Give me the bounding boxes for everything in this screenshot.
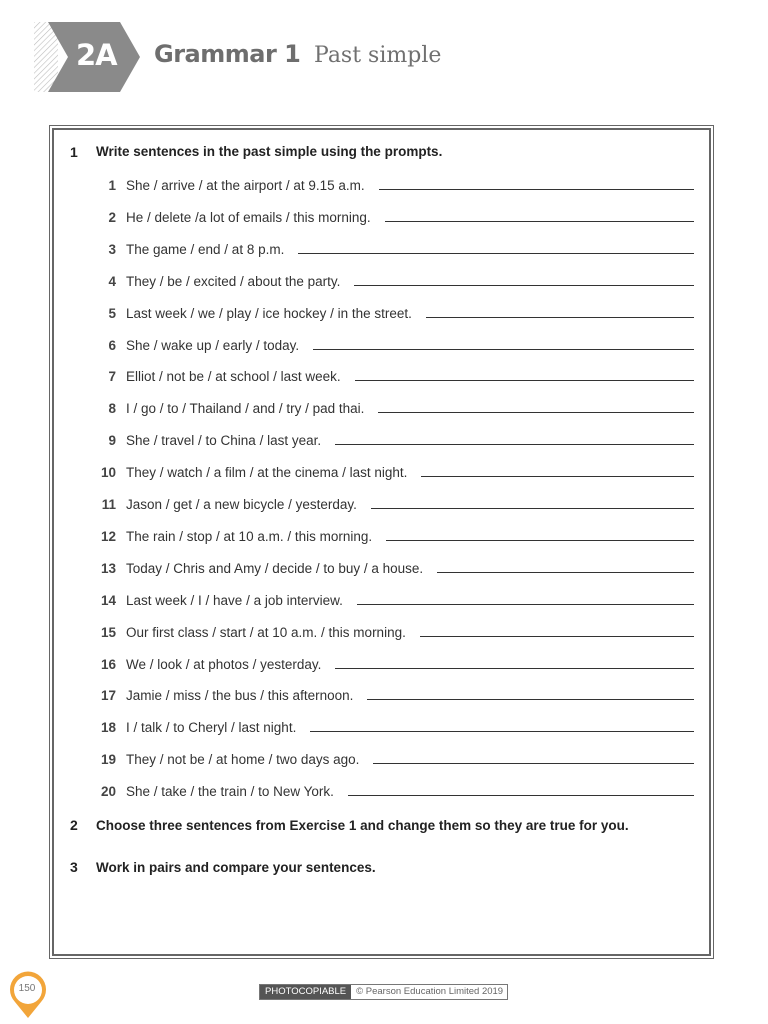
prompt-number: 3 (108, 242, 116, 257)
answer-line[interactable] (367, 698, 694, 700)
prompt-item (92, 205, 694, 225)
prompt-text: The rain / stop / at 10 a.m. / this morning. (126, 529, 373, 544)
prompt-item (92, 715, 694, 735)
prompt-text: Jason / get / a new bicycle / yesterday. (126, 497, 357, 512)
prompt-item (92, 428, 694, 448)
page-number: 150 (18, 983, 36, 994)
answer-line[interactable] (421, 475, 694, 477)
prompt-number: 14 (100, 593, 116, 608)
exercise-3-number: 3 (70, 859, 78, 875)
exercise-3-instruction: Work in pairs and compare your sentences. (96, 860, 376, 875)
prompt-text: They / not be / at home / two days ago. (126, 752, 360, 767)
photocopiable-label: PHOTOCOPIABLE (260, 985, 351, 999)
answer-line[interactable] (385, 220, 694, 222)
prompt-number: 8 (108, 401, 116, 416)
prompt-text: She / take / the train / to New York. (126, 784, 334, 799)
prompt-item (92, 333, 694, 353)
prompt-item (92, 683, 694, 703)
prompt-number: 6 (108, 338, 116, 353)
answer-line[interactable] (386, 539, 694, 541)
answer-line[interactable] (357, 603, 694, 605)
answer-line[interactable] (335, 667, 694, 669)
answer-line[interactable] (348, 794, 694, 796)
answer-line[interactable] (354, 284, 694, 286)
prompt-item (92, 460, 694, 480)
prompt-number: 19 (100, 752, 116, 767)
answer-line[interactable] (379, 188, 694, 190)
prompt-item (92, 269, 694, 289)
prompt-text: Last week / we / play / ice hockey / in the street. (126, 306, 412, 321)
prompt-item (92, 588, 694, 608)
prompt-number: 5 (108, 306, 116, 321)
answer-line[interactable] (437, 571, 694, 573)
prompt-text: Last week / I / have / a job interview. (126, 593, 343, 608)
prompt-item (92, 747, 694, 767)
prompt-text: They / watch / a film / at the cinema / last night. (126, 465, 408, 480)
prompt-number: 17 (100, 688, 116, 703)
exercise-1-instruction: Write sentences in the past simple using the prompts. (96, 144, 443, 159)
answer-line[interactable] (378, 411, 694, 413)
prompt-text: She / travel / to China / last year. (126, 433, 322, 448)
prompt-item (92, 301, 694, 321)
prompt-item (92, 556, 694, 576)
exercise-2-number: 2 (70, 817, 78, 833)
prompt-number: 15 (100, 625, 116, 640)
prompt-text: Jamie / miss / the bus / this afternoon. (126, 688, 354, 703)
prompt-number: 4 (108, 274, 116, 289)
prompt-number: 12 (100, 529, 116, 544)
footer-copyright-bar (259, 984, 508, 1000)
unit-badge (34, 22, 140, 92)
prompt-item (92, 396, 694, 416)
exercise-2-instruction: Choose three sentences from Exercise 1 and change them so they are true for you. (96, 818, 629, 833)
prompt-text: Elliot / not be / at school / last week. (126, 369, 341, 384)
copyright-notice: © Pearson Education Limited 2019 (356, 986, 504, 997)
prompt-number: 18 (100, 720, 116, 735)
unit-code: 2A (76, 38, 117, 72)
sheet-title: Grammar 1 (154, 40, 301, 68)
prompt-text: She / arrive / at the airport / at 9.15 a.m. (126, 178, 365, 193)
prompt-text: I / go / to / Thailand / and / try / pad thai. (126, 401, 365, 416)
prompt-number: 9 (108, 433, 116, 448)
prompt-item (92, 364, 694, 384)
sheet-subtitle: Past simple (314, 43, 442, 68)
prompt-number: 20 (100, 784, 116, 799)
prompt-number: 16 (100, 657, 116, 672)
prompt-text: Today / Chris and Amy / decide / to buy / a house. (126, 561, 424, 576)
answer-line[interactable] (355, 379, 694, 381)
answer-line[interactable] (310, 730, 694, 732)
prompt-number: 13 (100, 561, 116, 576)
answer-line[interactable] (420, 635, 694, 637)
exercise-1-number: 1 (70, 144, 78, 160)
prompt-number: 10 (100, 465, 116, 480)
prompt-text: They / be / excited / about the party. (126, 274, 341, 289)
prompt-item (92, 779, 694, 799)
answer-line[interactable] (313, 348, 694, 350)
prompt-number: 7 (108, 369, 116, 384)
answer-line[interactable] (371, 507, 694, 509)
prompt-number: 11 (101, 497, 116, 512)
prompt-text: We / look / at photos / yesterday. (126, 657, 322, 672)
page-number-badge (7, 970, 49, 1020)
prompt-text: Our first class / start / at 10 a.m. / this morning. (126, 625, 406, 640)
answer-line[interactable] (373, 762, 694, 764)
prompt-text: He / delete /a lot of emails / this morning. (126, 210, 371, 225)
answer-line[interactable] (298, 252, 694, 254)
prompt-item (92, 492, 694, 512)
prompt-item (92, 237, 694, 257)
prompt-item (92, 620, 694, 640)
prompt-number: 1 (108, 178, 116, 193)
prompt-number: 2 (108, 210, 116, 225)
prompt-item (92, 173, 694, 193)
prompt-item (92, 652, 694, 672)
prompt-text: She / wake up / early / today. (126, 338, 300, 353)
answer-line[interactable] (335, 443, 694, 445)
prompt-text: The game / end / at 8 p.m. (126, 242, 285, 257)
answer-line[interactable] (426, 316, 694, 318)
prompt-item (92, 524, 694, 544)
prompt-text: I / talk / to Cheryl / last night. (126, 720, 297, 735)
